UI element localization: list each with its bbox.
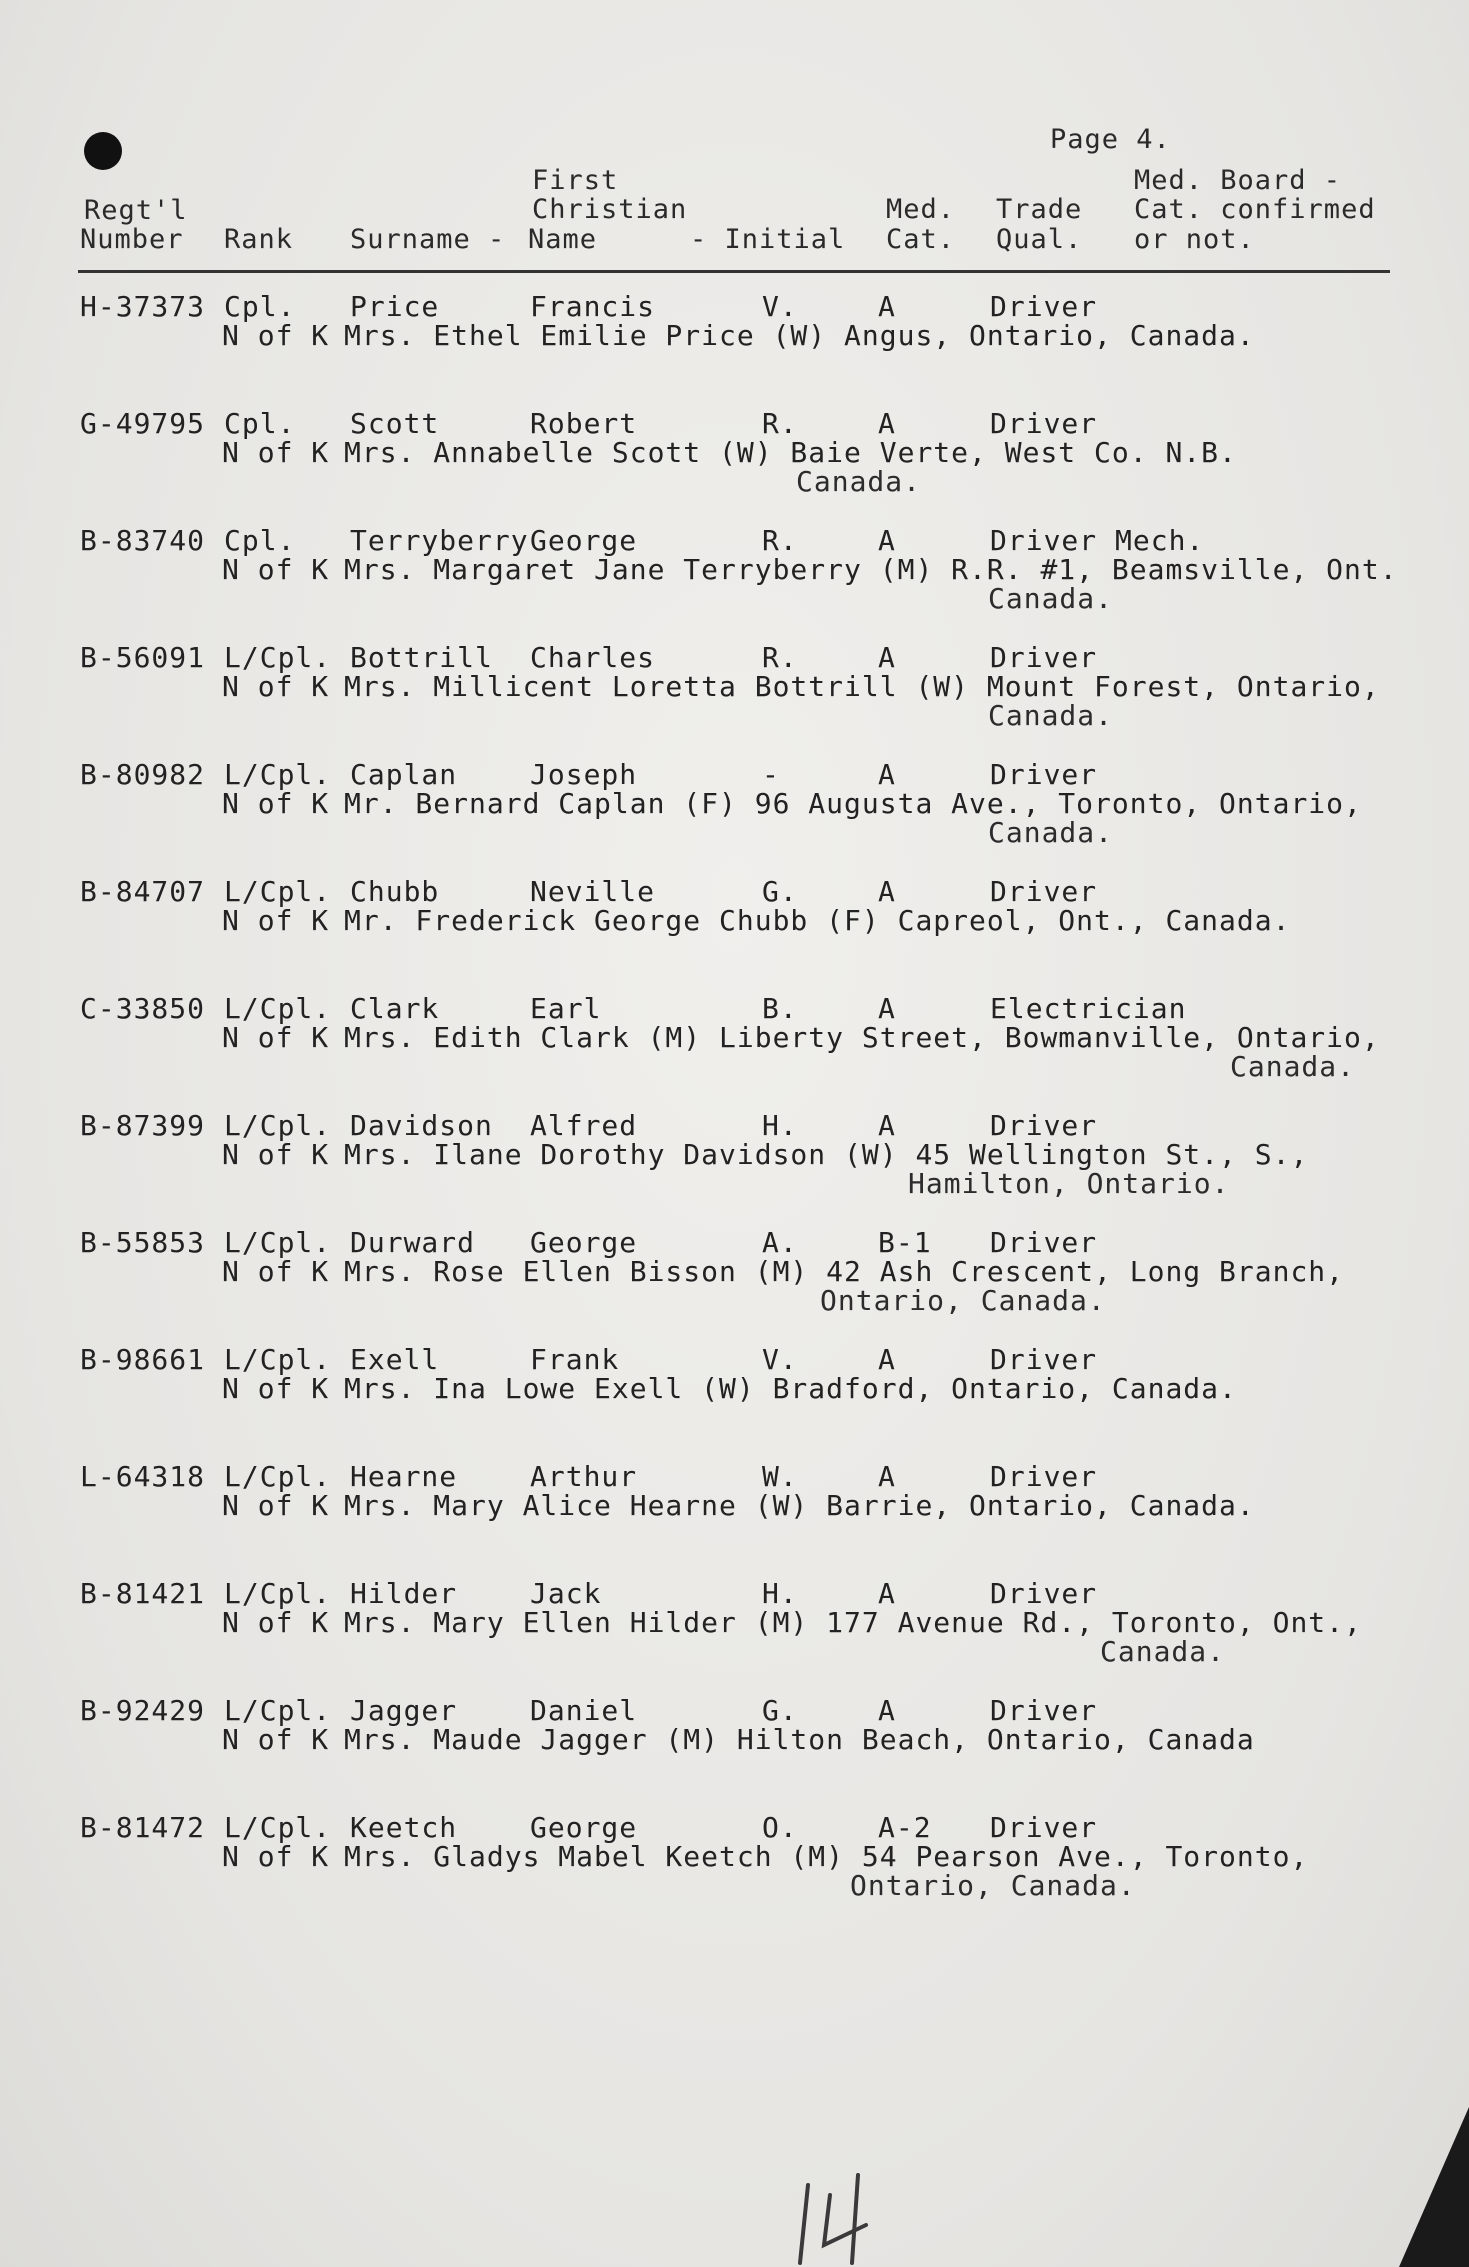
regt-number: B-80982 [80,758,206,791]
rank: Cpl. [224,407,296,440]
surname: Hilder [350,1577,458,1610]
first-name: Earl [530,992,602,1025]
header-rank: Rank [224,224,294,255]
trade-qual: Driver [990,290,1098,323]
regt-number: B-87399 [80,1109,206,1142]
med-cat: A-2 [878,1811,932,1844]
surname: Scott [350,407,440,440]
header-surname: Surname - [350,224,506,255]
header-first-2: Christian [532,194,688,225]
rank: L/Cpl. [224,1226,332,1259]
initial: R. [762,524,798,557]
next-of-kin: Mrs. Mary Alice Hearne (W) Barrie, Ontario, Canada. [344,1489,1255,1522]
surname: Keetch [350,1811,458,1844]
med-cat: A [878,992,896,1025]
initial: H. [762,1577,798,1610]
trade-qual: Driver [990,1109,1098,1142]
first-name: George [530,1226,638,1259]
next-of-kin: Mrs. Margaret Jane Terryberry (M) R.R. #1, Beamsville, Ont. [344,553,1398,586]
regt-number: C-33850 [80,992,206,1025]
surname: Price [350,290,440,323]
header-first-3: Name [528,224,598,255]
trade-qual: Driver Mech. [990,524,1205,557]
trade-qual: Driver [990,1811,1098,1844]
next-of-kin-label: N of K [222,670,330,703]
trade-qual: Driver [990,1577,1098,1610]
surname: Hearne [350,1460,458,1493]
initial: O. [762,1811,798,1844]
surname: Caplan [350,758,458,791]
next-of-kin-label: N of K [222,436,330,469]
next-of-kin-label: N of K [222,1021,330,1054]
initial: V. [762,1343,798,1376]
next-of-kin-label: N of K [222,1840,330,1873]
trade-qual: Driver [990,407,1098,440]
trade-qual: Driver [990,1694,1098,1727]
next-of-kin-line-3: Canada. [1230,1050,1356,1083]
record-row [0,290,1469,410]
header-board-2: Cat. confirmed [1134,194,1376,225]
punch-hole [84,132,122,170]
rank: L/Cpl. [224,1694,332,1727]
record-row [0,758,1469,878]
header-first-1: First [532,165,619,196]
regt-number: G-49795 [80,407,206,440]
next-of-kin: Mrs. Annabelle Scott (W) Baie Verte, West Co. N.B. [344,436,1237,469]
regt-number: B-81421 [80,1577,206,1610]
trade-qual: Driver [990,875,1098,908]
next-of-kin-line-3: Canada. [988,816,1114,849]
first-name: Joseph [530,758,638,791]
med-cat: A [878,407,896,440]
next-of-kin-line-2: Ontario, Canada. [850,1869,1136,1902]
regt-number: B-84707 [80,875,206,908]
next-of-kin-label: N of K [222,553,330,586]
next-of-kin-label: N of K [222,1138,330,1171]
initial: - [762,758,780,791]
rank: Cpl. [224,290,296,323]
first-name: George [530,1811,638,1844]
next-of-kin: Mrs. Gladys Mabel Keetch (M) 54 Pearson Ave., Toronto, [344,1840,1309,1873]
next-of-kin-label: N of K [222,1489,330,1522]
record-row [0,1577,1469,1697]
trade-qual: Driver [990,641,1098,674]
next-of-kin-label: N of K [222,787,330,820]
first-name: Frank [530,1343,620,1376]
header-regt-2: Number [80,224,184,255]
record-row [0,1811,1469,1931]
trade-qual: Driver [990,758,1098,791]
header-med-2: Cat. [886,224,956,255]
next-of-kin-line-2: Canada. [796,465,922,498]
rank: L/Cpl. [224,875,332,908]
record-row [0,1226,1469,1346]
handwritten-mark-14 [786,2165,896,2265]
header-med-1: Med. [886,194,956,225]
regt-number: B-83740 [80,524,206,557]
record-row [0,641,1469,761]
rank: L/Cpl. [224,1811,332,1844]
next-of-kin: Mrs. Edith Clark (M) Liberty Street, Bowmanville, Ontario, [344,1021,1380,1054]
med-cat: A [878,290,896,323]
rank: L/Cpl. [224,1460,332,1493]
med-cat: A [878,758,896,791]
surname: Exell [350,1343,440,1376]
regt-number: B-55853 [80,1226,206,1259]
med-cat: A [878,1109,896,1142]
med-cat: A [878,1460,896,1493]
next-of-kin: Mrs. Ina Lowe Exell (W) Bradford, Ontario, Canada. [344,1372,1237,1405]
page-corner-shadow [1399,2107,1469,2267]
initial: A. [762,1226,798,1259]
next-of-kin-label: N of K [222,1255,330,1288]
med-cat: A [878,524,896,557]
next-of-kin-label: N of K [222,1372,330,1405]
initial: G. [762,1694,798,1727]
next-of-kin: Mr. Frederick George Chubb (F) Capreol, Ont., Canada. [344,904,1291,937]
initial: B. [762,992,798,1025]
trade-qual: Driver [990,1460,1098,1493]
next-of-kin: Mrs. Maude Jagger (M) Hilton Beach, Ontario, Canada [344,1723,1255,1756]
initial: W. [762,1460,798,1493]
next-of-kin-line-3: Canada. [988,582,1114,615]
rank: Cpl. [224,524,296,557]
next-of-kin-label: N of K [222,904,330,937]
surname: Durward [350,1226,476,1259]
next-of-kin-label: N of K [222,319,330,352]
next-of-kin: Mrs. Rose Ellen Bisson (M) 42 Ash Crescent, Long Branch, [344,1255,1345,1288]
first-name: George [530,524,638,557]
header-board-1: Med. Board - [1134,165,1342,196]
rank: L/Cpl. [224,1577,332,1610]
next-of-kin: Mrs. Millicent Loretta Bottrill (W) Mount Forest, Ontario, [344,670,1380,703]
regt-number: L-64318 [80,1460,206,1493]
med-cat: A [878,1694,896,1727]
record-row [0,992,1469,1112]
header-board-3: or not. [1134,224,1255,255]
rank: L/Cpl. [224,1343,332,1376]
record-row [0,407,1469,527]
record-row [0,524,1469,644]
regt-number: B-56091 [80,641,206,674]
header-trade-1: Trade [996,194,1083,225]
header-trade-2: Qual. [996,224,1083,255]
surname: Clark [350,992,440,1025]
next-of-kin-line-2: Ontario, Canada. [820,1284,1106,1317]
regt-number: B-92429 [80,1694,206,1727]
record-row [0,875,1469,995]
next-of-kin-line-3: Canada. [988,699,1114,732]
next-of-kin: Mrs. Mary Ellen Hilder (M) 177 Avenue Rd., Toronto, Ont., [344,1606,1362,1639]
surname: Bottrill [350,641,493,674]
trade-qual: Driver [990,1343,1098,1376]
header-rule [78,270,1390,273]
regt-number: B-81472 [80,1811,206,1844]
first-name: Charles [530,641,656,674]
record-row [0,1343,1469,1463]
rank: L/Cpl. [224,992,332,1025]
next-of-kin: Mrs. Ethel Emilie Price (W) Angus, Ontario, Canada. [344,319,1255,352]
surname: Davidson [350,1109,493,1142]
first-name: Neville [530,875,656,908]
trade-qual: Electrician [990,992,1187,1025]
surname: Jagger [350,1694,458,1727]
record-row [0,1460,1469,1580]
record-row [0,1109,1469,1229]
first-name: Robert [530,407,638,440]
trade-qual: Driver [990,1226,1098,1259]
regt-number: B-98661 [80,1343,206,1376]
med-cat: A [878,641,896,674]
initial: G. [762,875,798,908]
med-cat: B-1 [878,1226,932,1259]
first-name: Arthur [530,1460,638,1493]
page-number: Page 4. [1050,124,1171,155]
regt-number: H-37373 [80,290,206,323]
med-cat: A [878,875,896,908]
initial: H. [762,1109,798,1142]
first-name: Alfred [530,1109,638,1142]
initial: V. [762,290,798,323]
rank: L/Cpl. [224,641,332,674]
header-initial: - Initial [690,224,846,255]
first-name: Francis [530,290,656,323]
rank: L/Cpl. [224,758,332,791]
next-of-kin: Mrs. Ilane Dorothy Davidson (W) 45 Wellington St., S., [344,1138,1309,1171]
med-cat: A [878,1343,896,1376]
header-regt-1: Regt'l [84,195,188,226]
next-of-kin-label: N of K [222,1723,330,1756]
record-row [0,1694,1469,1814]
initial: R. [762,407,798,440]
first-name: Jack [530,1577,602,1610]
surname: Terryberry [350,524,529,557]
next-of-kin: Mr. Bernard Caplan (F) 96 Augusta Ave., Toronto, Ontario, [344,787,1362,820]
surname: Chubb [350,875,440,908]
initial: R. [762,641,798,674]
next-of-kin-line-2: Hamilton, Ontario. [908,1167,1230,1200]
med-cat: A [878,1577,896,1610]
next-of-kin-label: N of K [222,1606,330,1639]
next-of-kin-line-3: Canada. [1100,1635,1226,1668]
first-name: Daniel [530,1694,638,1727]
rank: L/Cpl. [224,1109,332,1142]
